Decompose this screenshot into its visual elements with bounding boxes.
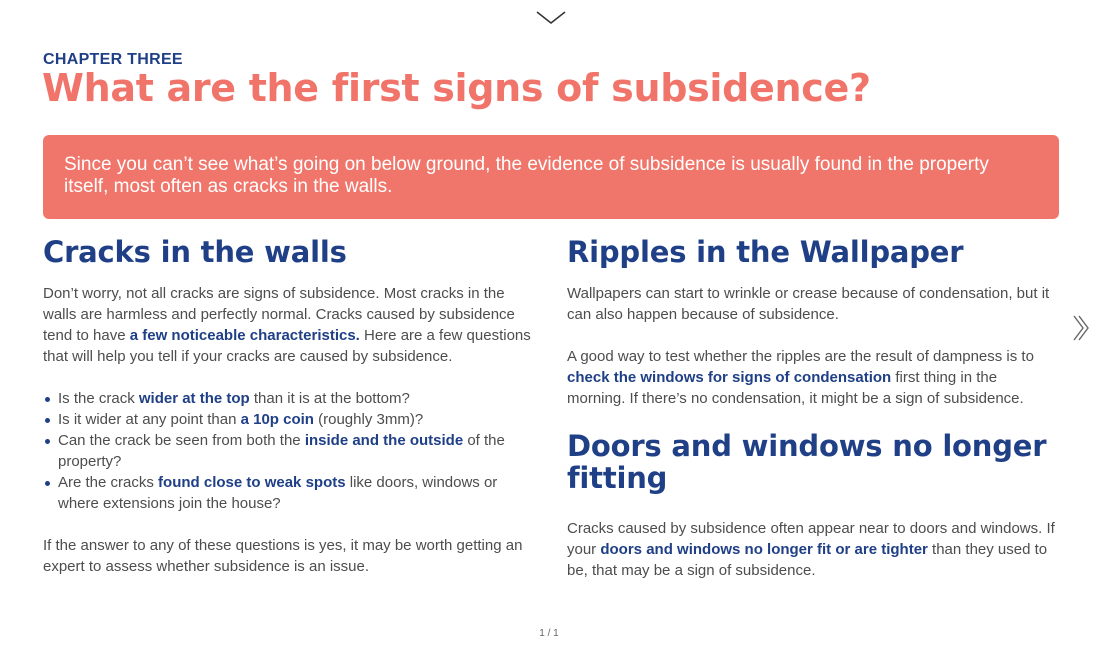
list-item: Are the cracks found close to weak spots like doors, windows or where extensions join the house?: [43, 472, 538, 514]
cracks-section: [43, 236, 538, 577]
ripples-paragraph-1: Wallpapers can start to wrinkle or crease because of condensation, but it can also happen because of subsidence.: [567, 285, 1050, 323]
ripples-heading: Ripples in the Wallpaper: [567, 235, 964, 269]
doors-windows-link[interactable]: doors and windows no longer fit or are tighter: [600, 541, 928, 558]
page-indicator: 1 / 1: [539, 628, 559, 639]
characteristics-link[interactable]: a few noticeable characteristics.: [129, 327, 360, 344]
doors-heading: Doors and windows no longer fitting: [567, 429, 1047, 495]
page-title: What are the first signs of subsidence?: [42, 66, 871, 110]
ripples-paragraph-2: A good way to test whether the ripples are the result of dampness is to check the windows for signs of condensation first thing in the morning. If there’s no condensation, it might be a sign of subsidence.: [567, 348, 1034, 407]
list-item: Can the crack be seen from both the inside and the outside of the property?: [43, 430, 538, 472]
cracks-outro: If the answer to any of these questions is yes, it may be worth getting an expert to assess whether subsidence is an issue.: [43, 537, 523, 575]
doors-paragraph: Cracks caused by subsidence often appear near to doors and windows. If your doors and windows no longer fit or are tighter than they used to be, that may be a sign of subsidence.: [567, 520, 1055, 579]
intro-callout: Since you can’t see what’s going on below ground, the evidence of subsidence is usually found in the property itself, most often as cracks in the walls.: [43, 135, 1059, 219]
chapter-label: CHAPTER THREE: [43, 51, 183, 68]
cracks-intro: Don’t worry, not all cracks are signs of subsidence. Most cracks in the walls are harmless and perfectly normal. Cracks caused by subsidence tend to have a few noticeable characteristics. Here are a few questions that will help you tell if your cracks are caused by subsidence.: [43, 285, 531, 365]
list-item: Is the crack wider at the top than it is at the bottom?: [43, 388, 538, 409]
ripples-section: [567, 236, 1057, 581]
chevron-down-icon[interactable]: [536, 8, 566, 26]
cracks-heading: Cracks in the walls: [43, 235, 347, 269]
cracks-question-list: [43, 388, 538, 514]
double-chevron-right-icon[interactable]: [1070, 314, 1092, 342]
list-item: Is it wider at any point than a 10p coin (roughly 3mm)?: [43, 409, 538, 430]
condensation-link[interactable]: check the windows for signs of condensation: [567, 369, 892, 386]
